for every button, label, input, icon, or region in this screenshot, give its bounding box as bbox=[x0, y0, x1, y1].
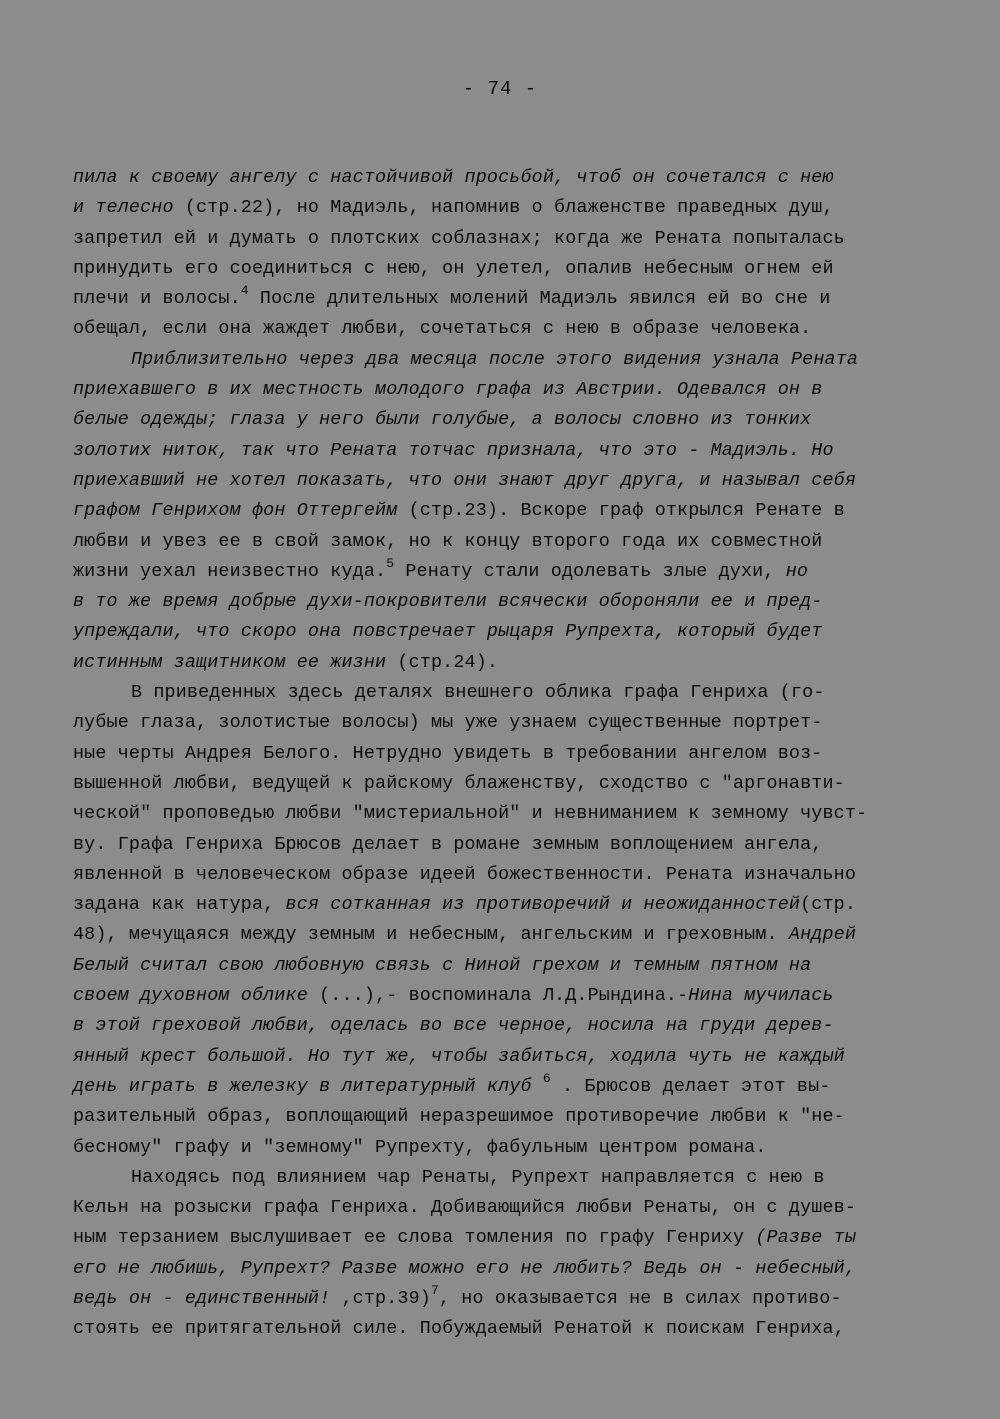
text-line bbox=[73, 1284, 933, 1314]
body-text bbox=[73, 163, 933, 1345]
text-line bbox=[73, 314, 933, 344]
text-line bbox=[73, 799, 933, 829]
text-line bbox=[73, 375, 933, 405]
text-line bbox=[73, 436, 933, 466]
text-segment: жизни уехал неизвестно куда. bbox=[73, 560, 387, 582]
text-segment: (...),- воспоминала Л.Д.Рындина.- bbox=[307, 985, 689, 1007]
text-segment: вышенной любви, ведущей к райскому блаженству, сходство с "аргонавти- bbox=[73, 772, 845, 794]
text-segment: принудить его соединиться с нею, он улетел, опалив небесным огнем ей bbox=[73, 257, 834, 279]
text-line bbox=[73, 587, 933, 617]
footnote-marker: 6 bbox=[542, 1070, 551, 1086]
text-segment: ,стр.39) bbox=[341, 1287, 431, 1309]
text-line bbox=[73, 860, 933, 890]
text-line bbox=[73, 951, 933, 981]
text-line bbox=[73, 466, 933, 496]
text-segment: Кельн на розыски графа Генриха. Добивающийся любви Ренаты, он с душев- bbox=[73, 1197, 857, 1219]
text-line bbox=[73, 830, 933, 860]
text-segment: и телесно bbox=[73, 197, 174, 219]
text-segment: Белый считал свою любовную связь с Ниной грехом и темным пятном на bbox=[73, 954, 812, 976]
text-segment: Андрей bbox=[788, 924, 857, 946]
text-segment: его не любишь, Рупрехт? Разве можно его не любить? Ведь он - небесный, bbox=[73, 1257, 857, 1279]
text-segment: В приведенных здесь деталях внешнего облика графа Генриха (го- bbox=[131, 682, 825, 704]
text-segment: ву. Графа Генриха Брюсов делает в романе земным воплощением ангела, bbox=[73, 833, 823, 855]
text-line bbox=[73, 284, 933, 314]
text-line bbox=[73, 1133, 933, 1163]
text-line bbox=[73, 678, 933, 708]
text-line bbox=[73, 1314, 933, 1344]
text-segment: ческой" проповедью любви "мистериальной" и невниманием к земному чувст- bbox=[73, 803, 868, 825]
text-segment: бесному" графу и "земному" Рупрехту, фабульным центром романа. bbox=[73, 1136, 767, 1158]
text-line bbox=[73, 1163, 933, 1193]
text-segment: белые одежды; глаза у него были голубые, а волосы словно из тонких bbox=[73, 409, 812, 431]
text-line bbox=[73, 1193, 933, 1223]
footnote-marker: 5 bbox=[386, 555, 395, 571]
text-segment: приехавшего в их местность молодого графа из Австрии. Одевался он в bbox=[73, 379, 823, 401]
text-segment: явленной в человеческом образе идеей божественности. Рената изначально bbox=[73, 863, 857, 885]
text-segment: задана как натура, bbox=[73, 894, 286, 916]
text-segment: После длительных молений Мадиэль явился ей во сне и bbox=[248, 288, 831, 310]
text-line bbox=[73, 1102, 933, 1132]
text-segment: вся сотканная из противоречий и неожиданностей bbox=[285, 894, 801, 916]
text-line bbox=[73, 163, 933, 193]
text-segment: (Разве ты bbox=[755, 1227, 857, 1249]
text-segment: (стр.24). bbox=[386, 651, 499, 673]
text-segment: янный крест большой. Но тут же, чтобы забиться, ходила чуть не каждый bbox=[73, 1045, 845, 1067]
text-line bbox=[73, 1254, 933, 1284]
text-line bbox=[73, 769, 933, 799]
text-line bbox=[73, 193, 933, 223]
text-segment: любви и увез ее в свой замок, но к концу второго года их совместной bbox=[73, 530, 823, 552]
text-segment: стоять ее притягательной силе. Побуждаемый Ренатой к поискам Генриха, bbox=[73, 1318, 845, 1340]
text-line bbox=[73, 224, 933, 254]
text-segment: Приблизительно через два месяца после этого видения узнала Рената bbox=[131, 348, 859, 370]
text-segment: в этой греховой любви, оделась во все черное, носила на груди дерев- bbox=[73, 1015, 834, 1037]
text-segment: ведь он - единственный! bbox=[73, 1287, 342, 1309]
text-segment: плечи и волосы. bbox=[73, 288, 241, 310]
text-segment: разительный образ, воплощающий неразрешимое противоречие любви к "не- bbox=[73, 1106, 845, 1128]
text-line bbox=[73, 345, 933, 375]
page-number: - 74 - bbox=[462, 78, 538, 100]
text-line bbox=[73, 708, 933, 738]
text-segment: (стр. bbox=[800, 894, 857, 916]
text-line bbox=[73, 981, 933, 1011]
text-segment: 48), мечущаяся между земным и небесным, ангельским и греховным. bbox=[73, 924, 789, 946]
text-line bbox=[73, 890, 933, 920]
text-segment: Находясь под влиянием чар Ренаты, Рупрехт направляется с нею в bbox=[131, 1166, 825, 1188]
text-segment: ные черты Андрея Белого. Нетрудно увидеть в требовании ангелом воз- bbox=[73, 742, 823, 764]
text-segment: Ренату стали одолевать злые духи, bbox=[394, 560, 786, 582]
text-segment: лубые глаза, золотистые волосы) мы уже узнаем существенные портрет- bbox=[73, 712, 823, 734]
text-segment: в то же время добрые духи-покровители всячески обороняли ее и пред- bbox=[73, 591, 823, 613]
text-line bbox=[73, 739, 933, 769]
footnote-marker: 7 bbox=[430, 1282, 439, 1298]
text-line bbox=[73, 1011, 933, 1041]
text-line bbox=[73, 527, 933, 557]
text-segment: . Брюсов делает этот вы- bbox=[550, 1075, 831, 1097]
text-segment: истинным защитником ее жизни bbox=[73, 651, 387, 673]
text-segment: (стр.22), но Мадиэль, напомнив о блаженстве праведных душ, bbox=[173, 197, 834, 219]
text-segment: обещал, если она жаждет любви, сочетаться с нею в образе человека. bbox=[73, 318, 812, 340]
text-segment: ным терзанием выслушивает ее слова томления по графу Генриху bbox=[73, 1227, 756, 1249]
text-segment: день играть в железку в литературный клуб bbox=[73, 1075, 532, 1097]
text-segment: приехавший не хотел показать, что они знают друг друга, и называл себя bbox=[73, 469, 857, 491]
text-segment: (стр.23). Вскоре граф открылся Ренате в bbox=[397, 500, 845, 522]
footnote-marker: 4 bbox=[240, 283, 249, 299]
text-segment: пила к своему ангелу с настойчивой просьбой, чтоб он сочетался с нею bbox=[73, 167, 834, 188]
text-segment: но bbox=[785, 560, 809, 582]
text-segment: Нина мучилась bbox=[688, 985, 834, 1007]
text-segment: графом Генрихом фон Оттергейм bbox=[73, 500, 398, 522]
text-line bbox=[73, 557, 933, 587]
text-line bbox=[73, 920, 933, 950]
text-line bbox=[73, 254, 933, 284]
text-line bbox=[73, 496, 933, 526]
text-segment: упреждали, что скоро она повстречает рыцаря Рупрехта, который будет bbox=[73, 621, 823, 643]
text-line bbox=[73, 648, 933, 678]
text-line bbox=[73, 405, 933, 435]
text-line bbox=[73, 1223, 933, 1253]
text-line bbox=[73, 1072, 933, 1102]
text-segment: своем духовном облике bbox=[73, 985, 308, 1007]
text-segment: запретил ей и думать о плотских соблазнах; когда же Рената попыталась bbox=[73, 227, 845, 249]
text-segment: золотих ниток, так что Рената тотчас признала, что это - Мадиэль. Но bbox=[73, 439, 834, 461]
text-line bbox=[73, 1042, 933, 1072]
text-segment bbox=[532, 1076, 543, 1097]
text-line bbox=[73, 617, 933, 647]
text-segment: , но оказывается не в силах противо- bbox=[438, 1287, 842, 1309]
